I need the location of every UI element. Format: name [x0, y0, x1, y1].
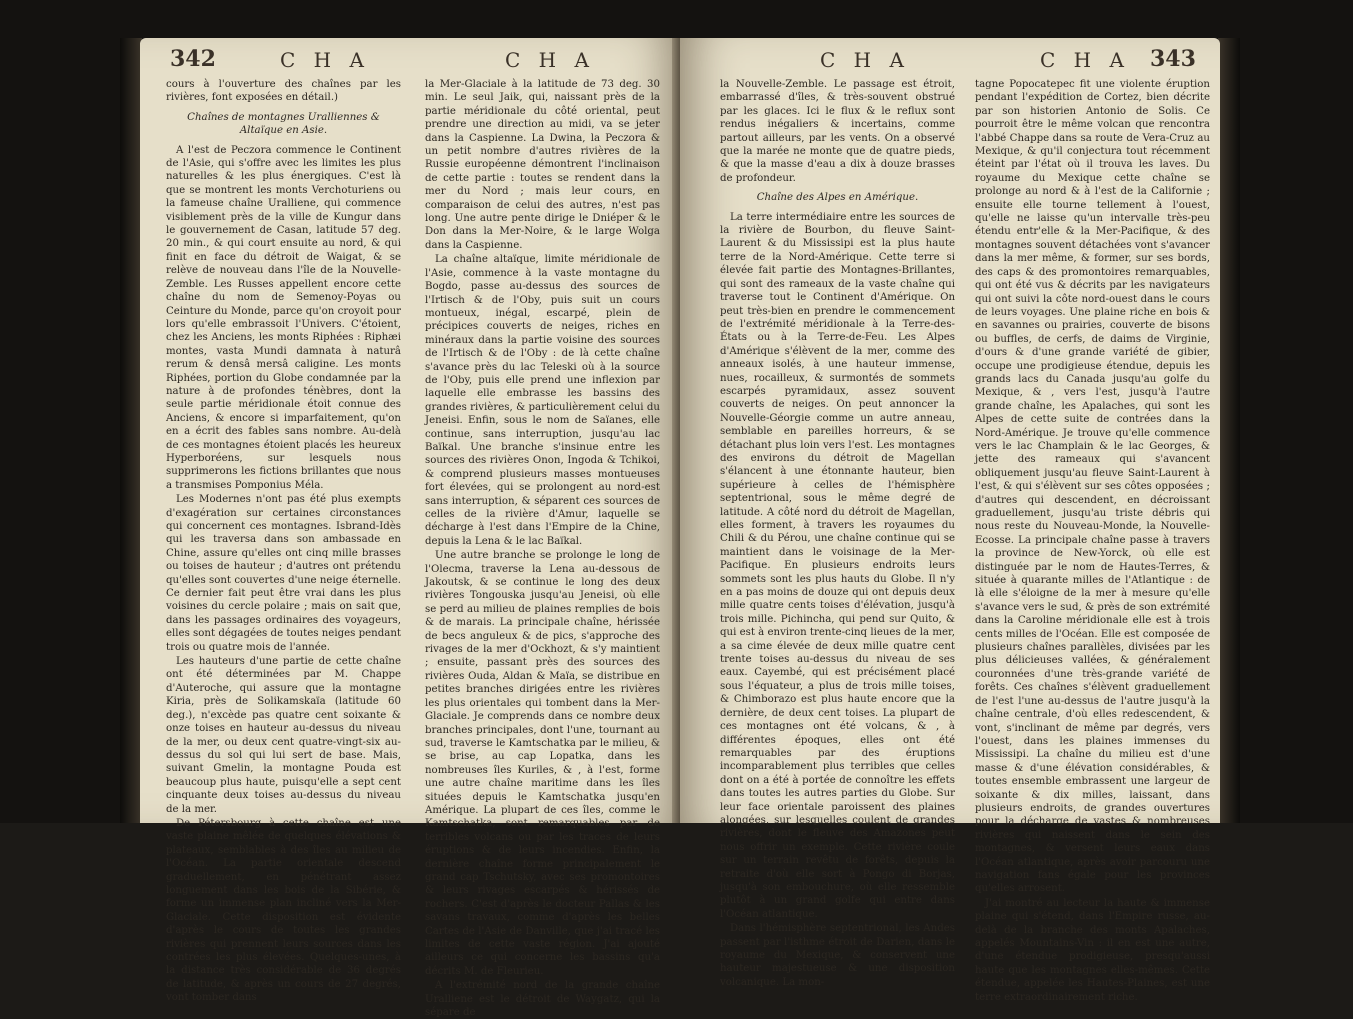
right-page-edge	[1218, 38, 1240, 823]
running-head-right-1: C H A	[820, 48, 910, 72]
right-page	[680, 38, 1220, 1003]
paragraph: la Nouvelle-Zemble. Le passage est étroit, embarrassé d'îles, & très-souvent obstrué par les glaces. Ici le flux & le reflux sont rendus inégaliers & incertains, comme partout ailleurs, par les vents. On a observé que la marée ne monte que de quatre pieds, & que la masse d'eau a dix à douze brasses de profondeur.	[720, 79, 955, 184]
paragraph: A l'est de Peczora commence le Continent de l'Asie, qui s'offre avec les limites les plus naturelles & les plus énergiques. C'est là que se montrent les monts Verchoturiens ou la fameuse chaîne Uralliene, qui commence visiblement près de la ville de Kungur dans le gouvernement de Casan, latitude 57 deg. 20 min., & qui court ensuite au nord, & qui finit en face du détroit de Waigat, & se relève de nouveau dans l'île de la Nouvelle-Zemble. Les Russes appellent encore cette chaîne du nom de Semenoy-Poyas ou Ceinture du Monde, parce qu'on croyoit pour lors qu'elle embrassoit l'Univers. C'étoient, chez les Anciens, les monts Riphées : Riphæi montes, vasta Mundi damnata à naturâ rerum & densâ mersâ caligine. Les monts Riphées, portion du Globe condamnée par la nature à de profondes ténèbres, dont la seule partie méridionale étoit connue des Anciens, & encore si imparfaitement, qu'on en a écrit des fables sans nombre. Au-delà de ces montagnes étoient placés les heureux Hyperboréens, sur lesquels nous supprimerons les fictions brillantes que nous a transmises Pomponius Méla.	[166, 144, 401, 491]
paragraph: la Mer-Glaciale à la latitude de 73 deg. 30 min. Le seul Jaik, qui, naissant près de la partie méridionale du côté oriental, peut prendre une direction au midi, va se jeter dans la Caspienne. La Dwina, la Peczora & un petit nombre d'autres rivières de la Russie européenne démontrent l'inclinaison de cette partie : toutes se rendent dans la mer du Nord ; mais leur cours, en comparaison de celui des autres, n'est pas long. Une autre pente dirige le Dniéper & le Don dans la Mer-Noire, & le large Wolga dans la Caspienne.	[425, 79, 660, 251]
paragraph: Les hauteurs d'une partie de cette chaîne ont été déterminées par M. Chappe d'Auteroche, qui assure que la montagne Kiria, près de Solikamskaïa (latitude 60 deg.), n'excède pas quatre cent soixante & onze toises en hauteur au-dessus du niveau de la mer, ou deux cent quatre-vingt-six au-dessus du sol qui lui sert de base. Mais, suivant Gmelin, la montagne Pouda est beaucoup plus haute, puisqu'elle a sept cent cinquante deux toises au-dessus du niveau de la mer.	[166, 656, 401, 815]
right-page-column-2	[975, 78, 1210, 1003]
paragraph: De Pétersbourg à cette chaîne est une vaste plaine mêlée de quelques élévations & plateaux, semblables à des îles au milieu de l'Océan. La partie orientale descend graduellement, en pénétrant assez longuement dans les bois de la Sibérie, & forme un immense plan incliné vers la Mer-Glaciale. Cette disposition est évidente d'après le cours de toutes les grandes rivières qui prennent leurs sources dans les contrées les plus élevées. Quelques-unes, à la distance très considérable de 36 degrés de latitude, & après un cours de 27 degrés, vont tomber dans	[166, 817, 401, 1004]
paragraph: tagne Popocatepec fit une violente éruption pendant l'expédition de Cortez, bien décrite par son historien Antonio de Solis. Ce pourroit être le même volcan que rencontra l'abbé Chappe dans sa route de Vera-Cruz au Mexique, & qu'il conjectura tout récemment éteint par l'état où il trouva les laves. Du royaume du Mexique cette chaîne se prolonge au nord & à l'est de la Californie ; ensuite elle tourne tellement à l'ouest, qu'elle ne laisse qu'un intervalle très-peu étendu entr'elle & la Mer-Pacifique, & des montagnes souvent détachées vont s'avancer dans la mer même, & former, sur ses bords, des caps & des promontoires remarquables, qui ont été vus & décrits par les navigateurs qui ont suivi la côte nord-ouest dans le cours de leurs voyages. Une plaine riche en bois & en savannes ou prairies, couverte de bisons ou buffles, de cerfs, de daims de Virginie, d'ours & d'une grande variété de gibier, occupe une prodigieuse étendue, depuis les grands lacs du Canada jusqu'au golfe du Mexique, & , vers l'est, jusqu'à l'autre grande chaîne, les Apalaches, qui sont les Alpes de cette suite de contrées dans la Nord-Amérique. Je trouve qu'elle commence vers le lac Champlain & le lac Georges, & jette des rameaux qui s'avancent obliquement jusqu'au fleuve Saint-Laurent à l'est, & qui s'élèvent sur ses côtes opposées ; d'autres qui descendent, en décroissant graduellement, jusqu'au triste débris qui nous reste du Nouveau-Monde, la Nouvelle-Ecosse. La principale chaîne passe à travers la province de New-Yorck, où elle est distinguée par le nom de Hautes-Terres, & située à quarante milles de l'Atlantique : de là elle s'éloigne de la mer à mesure qu'elle s'avance vers le sud, & près de son extrémité dans la Caroline méridionale elle est à trois cents milles de l'Océan. Elle est composée de plusieurs chaînes parallèles, divisées par les plus délicieuses vallées, & généralement couronnées d'une très-grande variété de forêts. Ces chaînes s'élèvent graduellement de l'est l'une au-dessus de l'autre jusqu'à la chaîne centrale, d'où elles redescendent, & vont, s'inclinant de même par degrés, vers l'ouest, dans les plaines immenses du Mississipi. La chaîne du milieu est d'une masse & d'une élévation considérables, & toutes ensemble embrassent une largeur de soixante & dix milles, laissant, dans plusieurs endroits, de grandes ouvertures pour la décharge de vastes & nombreuses rivières qui naissent dans le sein des montagnes, & versent leurs eaux dans l'Océan atlantique, après avoir parcouru une navigation fans égale pour les provinces qu'elles arrosent.	[975, 79, 1210, 895]
paragraph: J'ai montré au lecteur la haute & immense plaine qui s'étend, dans l'Empire russe, au-delà de la branche des monts Apalaches, appelés Mountains-Vin : il en est une autre, d'une étendue prodigieuse, presqu'aussi haute que les montagnes elles-mêmes. Cette étendue, appelée les Hautes-Plaines, est une terre extraordinairement riche.	[975, 897, 1210, 1003]
paragraph: A l'extrémité nord de la grande chaîne Uralliene est le détroit de Waygatz, qui la sépare de	[425, 980, 660, 1019]
running-head-right-2: C H A	[1040, 48, 1130, 72]
section-heading: Chaînes de montagnes Uralliennes & Altaïque en Asie.	[187, 111, 380, 137]
paragraph: La terre intermédiaire entre les sources de la rivière de Bourbon, du fleuve Saint-Laurent & du Mississipi est la plus haute terre de la Nord-Amérique. Cette terre si élevée fait partie des Montagnes-Brillantes, qui sont des rameaux de la vaste chaîne qui traverse tout le Continent d'Amérique. On peut très-bien en prendre le commencement de l'extrémité méridionale à la Terre-des-États ou à la Terre-de-Feu. Les Alpes d'Amérique s'élèvent de la mer, comme des anneaux isolés, à une hauteur immense, nues, rocailleux, & surmontés de sommets escarpés pyramidaux, assez souvent couverts de neiges. On peut annoncer la Nouvelle-Géorgie comme un autre anneau, semblable en pareilles horreurs, & se détachant plus loin vers l'est. Les montagnes des environs du détroit de Magellan s'élancent à une étonnante hauteur, bien supérieure à celles de l'hémisphère septentrional, sous le même degré de latitude. A côté nord du détroit de Magellan, elles forment, à travers les royaumes du Chili & du Pérou, une chaîne continue qui se maintient dans le voisinage de la Mer-Pacifique. En plusieurs endroits leurs sommets sont les plus hauts du Globe. Il n'y en a pas moins de douze qui ont depuis deux mille quatre cents toises d'élévation, jusqu'à trois mille. Pichincha, qui pend sur Quito, & qui est à environ trente-cinq lieues de la mer, a sa cime élevée de deux mille quatre cent trente toises au-dessus du niveau de ses eaux. Cayembé, qui est précisément placé sous l'équateur, a plus de trois mille toises, & Chimborazo est plus haute encore que la dernière, de deux cent toises. La plupart de ces montagnes ont été volcans, & , à différentes époques, elles ont été remarquables par des éruptions incomparablement plus terribles que celles dont on a été à portée de connoître les effets dans toutes les autres parties du Globe. Sur leur face orientale paroissent des plaines alongées, sur lesquelles coulent de grandes rivières, dont le fleuve des Amazones peut nous offrir un exemple. Cette rivière coule sur un terrain revêtu de forêts, depuis la retraite d'où elle sort à Pongo di Borjas, jusqu'à son embouchure, où elle ressemble plutôt à un grand golfe qui entre dans l'Océan atlantique.	[720, 211, 955, 920]
left-page	[140, 38, 680, 1019]
running-head-left-1: C H A	[280, 48, 370, 72]
left-page-column-1	[166, 78, 401, 1004]
page-number-right: 343	[1150, 46, 1196, 72]
page-number-left: 342	[170, 46, 216, 72]
paragraph: Une autre branche se prolonge le long de l'Olecma, traverse la Lena au-dessous de Jakoutsk, & se continue le long des deux rivières Tongouska jusqu'au Jeneisi, où elle se perd au milieu de plaines remplies de bois & de marais. La principale chaîne, hérissée de becs anguleux & de pics, s'approche des rivages de la mer d'Ockhozt, & s'y maintient ; ensuite, passant près des sources des rivières Ouda, Aldan & Maïa, se distribue en petites branches dirigées entre les rivières les plus orientales qui tombent dans la Mer-Glaciale. Je comprends dans ce nombre deux branches principales, dont l'une, tournant au sud, traverse le Kamtschatka par le milieu, & se brise, au cap Lopatka, dans les nombreuses îles Kuriles, & , à l'est, forme une autre chaîne maritime dans les îles situées depuis le Kamtschatka jusqu'en Amérique. La plupart de ces îles, comme le Kamtschatka, sont remarquables par de terribles volcans ou par les traces de leurs éruptions & de leurs incendies. Enfin, la dernière chaîne forme principalement le grand cap Tschutsky, avec ses promontoires & leurs rivages escarpés & hérissés de rochers. C'est d'après le docteur Pallas & les savans travaux, comme d'après les belles Cartes de l'Asie de Danville, que j'ai tracé les limites de cette vaste région. J'ai ajouté ailleurs ce qui concerne les bassins qu'a décrits M. de Fleurieu.	[425, 550, 660, 977]
left-page-column-2	[425, 78, 660, 1019]
paragraph: Dans l'hémisphère septentrional, les Andes passent par l'isthme étroit de Darien, dans le royaume du Mexique, & conservent une hauteur majestueuse & une disposition volcanique. La mon-	[720, 923, 955, 988]
running-head-left-2: C H A	[505, 48, 595, 72]
paragraph: Les Modernes n'ont pas été plus exempts d'exagération sur certaines circonstances qui concernent ces montagnes. Isbrand-Idès qui les traversa dans son ambassade en Chine, assure qu'elles ont cinq mille brasses ou toises de hauteur ; d'autres ont prétendu qu'elles sont couvertes d'une neige éternelle. Ce dernier fait peut être vrai dans les plus voisines du cercle polaire ; mais on sait que, dans les passages ordinaires des voyageurs, elles sont dégagées de toutes neiges pendant trois ou quatre mois de l'année.	[166, 494, 401, 653]
paragraph: La chaîne altaïque, limite méridionale de l'Asie, commence à la vaste montagne du Bogdo, passe au-dessus des sources de l'Irtisch & de l'Oby, puis suit un cours montueux, inégal, escarpé, plein de précipices couverts de neiges, riches en minéraux dans la partie voisine des sources de l'Irtisch & de l'Oby : de là cette chaîne s'avance près du lac Teleski où à la source de l'Oby, puis elle prend une inflexion par laquelle elle embrasse les bassins des grandes rivières, & particulièrement celui du Jeneisi. Enfin, sous le nom de Saïanes, elle continue, sans interruption, jusqu'au lac Baïkal. Une branche s'insinue entre les sources des rivières Onon, Ingoda & Tchikoi, & comprend plusieurs masses montueuses fort élevées, qui se prolongent au nord-est sans interruption, & séparent ces sources de celles de la rivière d'Amur, laquelle se décharge à l'est dans l'Empire de la Chine, depuis la Lena & le lac Baïkal.	[425, 254, 660, 547]
section-heading: Chaîne des Alpes en Amérique.	[756, 192, 919, 204]
paragraph: cours à l'ouverture des chaînes par les rivières, font exposées en détail.)	[166, 79, 401, 104]
left-page-edge	[120, 38, 142, 823]
right-page-column-1	[720, 78, 955, 988]
